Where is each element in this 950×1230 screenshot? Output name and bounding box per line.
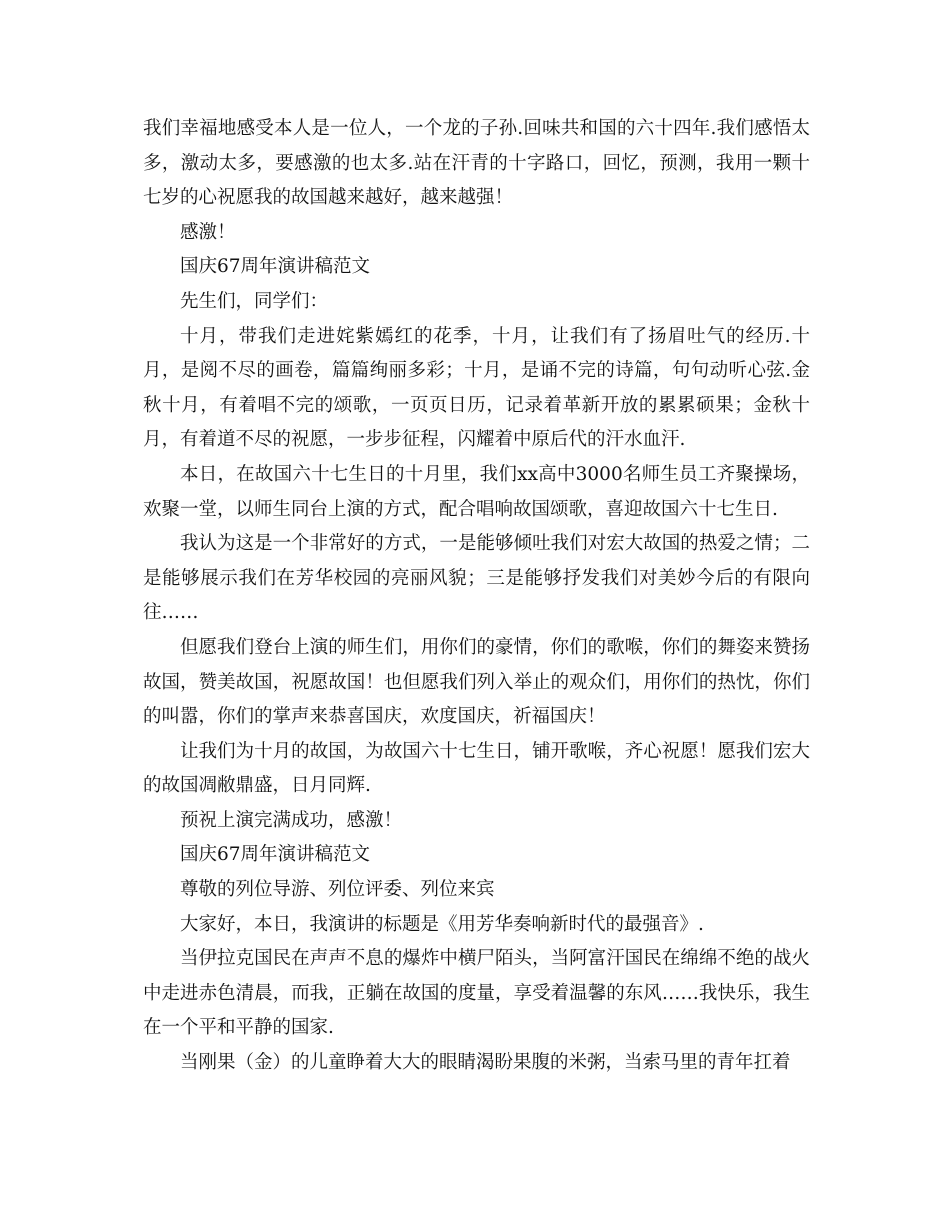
paragraph-6: 本日，在故国六十七生日的十月里，我们xx高中3000名师生员工齐聚操场，欢聚一堂，以师生同台上演的方式，配合唱响故国颂歌，喜迎故国六十七生日. bbox=[143, 463, 810, 520]
paragraph-13: 大家好，本日，我演讲的标题是《用芳华奏响新时代的最强音》. bbox=[180, 913, 704, 935]
paragraph-7: 我认为这是一个非常好的方式，一是能够倾吐我们对宏大故国的热爱之情；二是能够展示我们在芳华校园的亮丽风貌；三是能够抒发我们对美妙今后的有限向往…… bbox=[143, 533, 810, 624]
document-body bbox=[143, 112, 810, 1081]
paragraph-1: 我们幸福地感受本人是一位人，一个龙的子孙.回味共和国的六十四年.我们感悟太多，激动太多，要感激的也太多.站在汗青的十字路口，回忆，预测，我用一颗十七岁的心祝愿我的故国越来越好，越来越强！ bbox=[143, 118, 810, 209]
paragraph-14: 当伊拉克国民在声声不息的爆炸中横尸陌头，当阿富汗国民在绵绵不绝的战火中走进赤色清晨，而我，正躺在故国的度量，享受着温馨的东风……我快乐，我生在一个平和平静的国家. bbox=[143, 948, 810, 1039]
paragraph-9: 让我们为十月的故国，为故国六十七生日，铺开歌喉，齐心祝愿！愿我们宏大的故国凋敝鼎盛，日月同辉. bbox=[143, 740, 810, 797]
paragraph-15: 当刚果（金）的儿童睁着大大的眼睛渴盼果腹的米粥，当索马里的青年扛着 bbox=[180, 1052, 791, 1074]
section-title-1: 国庆67周年演讲稿范文 bbox=[180, 256, 371, 278]
paragraph-10: 预祝上演完满成功，感激！ bbox=[180, 809, 403, 831]
section-title-2: 国庆67周年演讲稿范文 bbox=[180, 844, 371, 866]
paragraph-2: 感激！ bbox=[180, 221, 236, 243]
paragraph-5: 十月，带我们走进姹紫嫣红的花季，十月，让我们有了扬眉吐气的经历.十月，是阅不尽的画卷，篇篇绚丽多彩；十月，是诵不完的诗篇，句句动听心弦.金秋十月，有着唱不完的颂歌，一页页日历，记录着革新开放的累累硕果；金秋十月，有着道不尽的祝愿，一步步征程，闪耀着中原后代的汗水血汗. bbox=[143, 325, 810, 451]
salutation-1: 先生们，同学们： bbox=[180, 290, 329, 312]
paragraph-8: 但愿我们登台上演的师生们，用你们的豪情，你们的歌喉，你们的舞姿来赞扬故国，赞美故国，祝愿故国！也但愿我们列入举止的观众们，用你们的热忱，你们的叫嚣，你们的掌声来恭喜国庆，欢度国庆，祈福国庆！ bbox=[143, 636, 810, 728]
salutation-2: 尊敬的列位导游、列位评委、列位来宾 bbox=[180, 879, 495, 901]
